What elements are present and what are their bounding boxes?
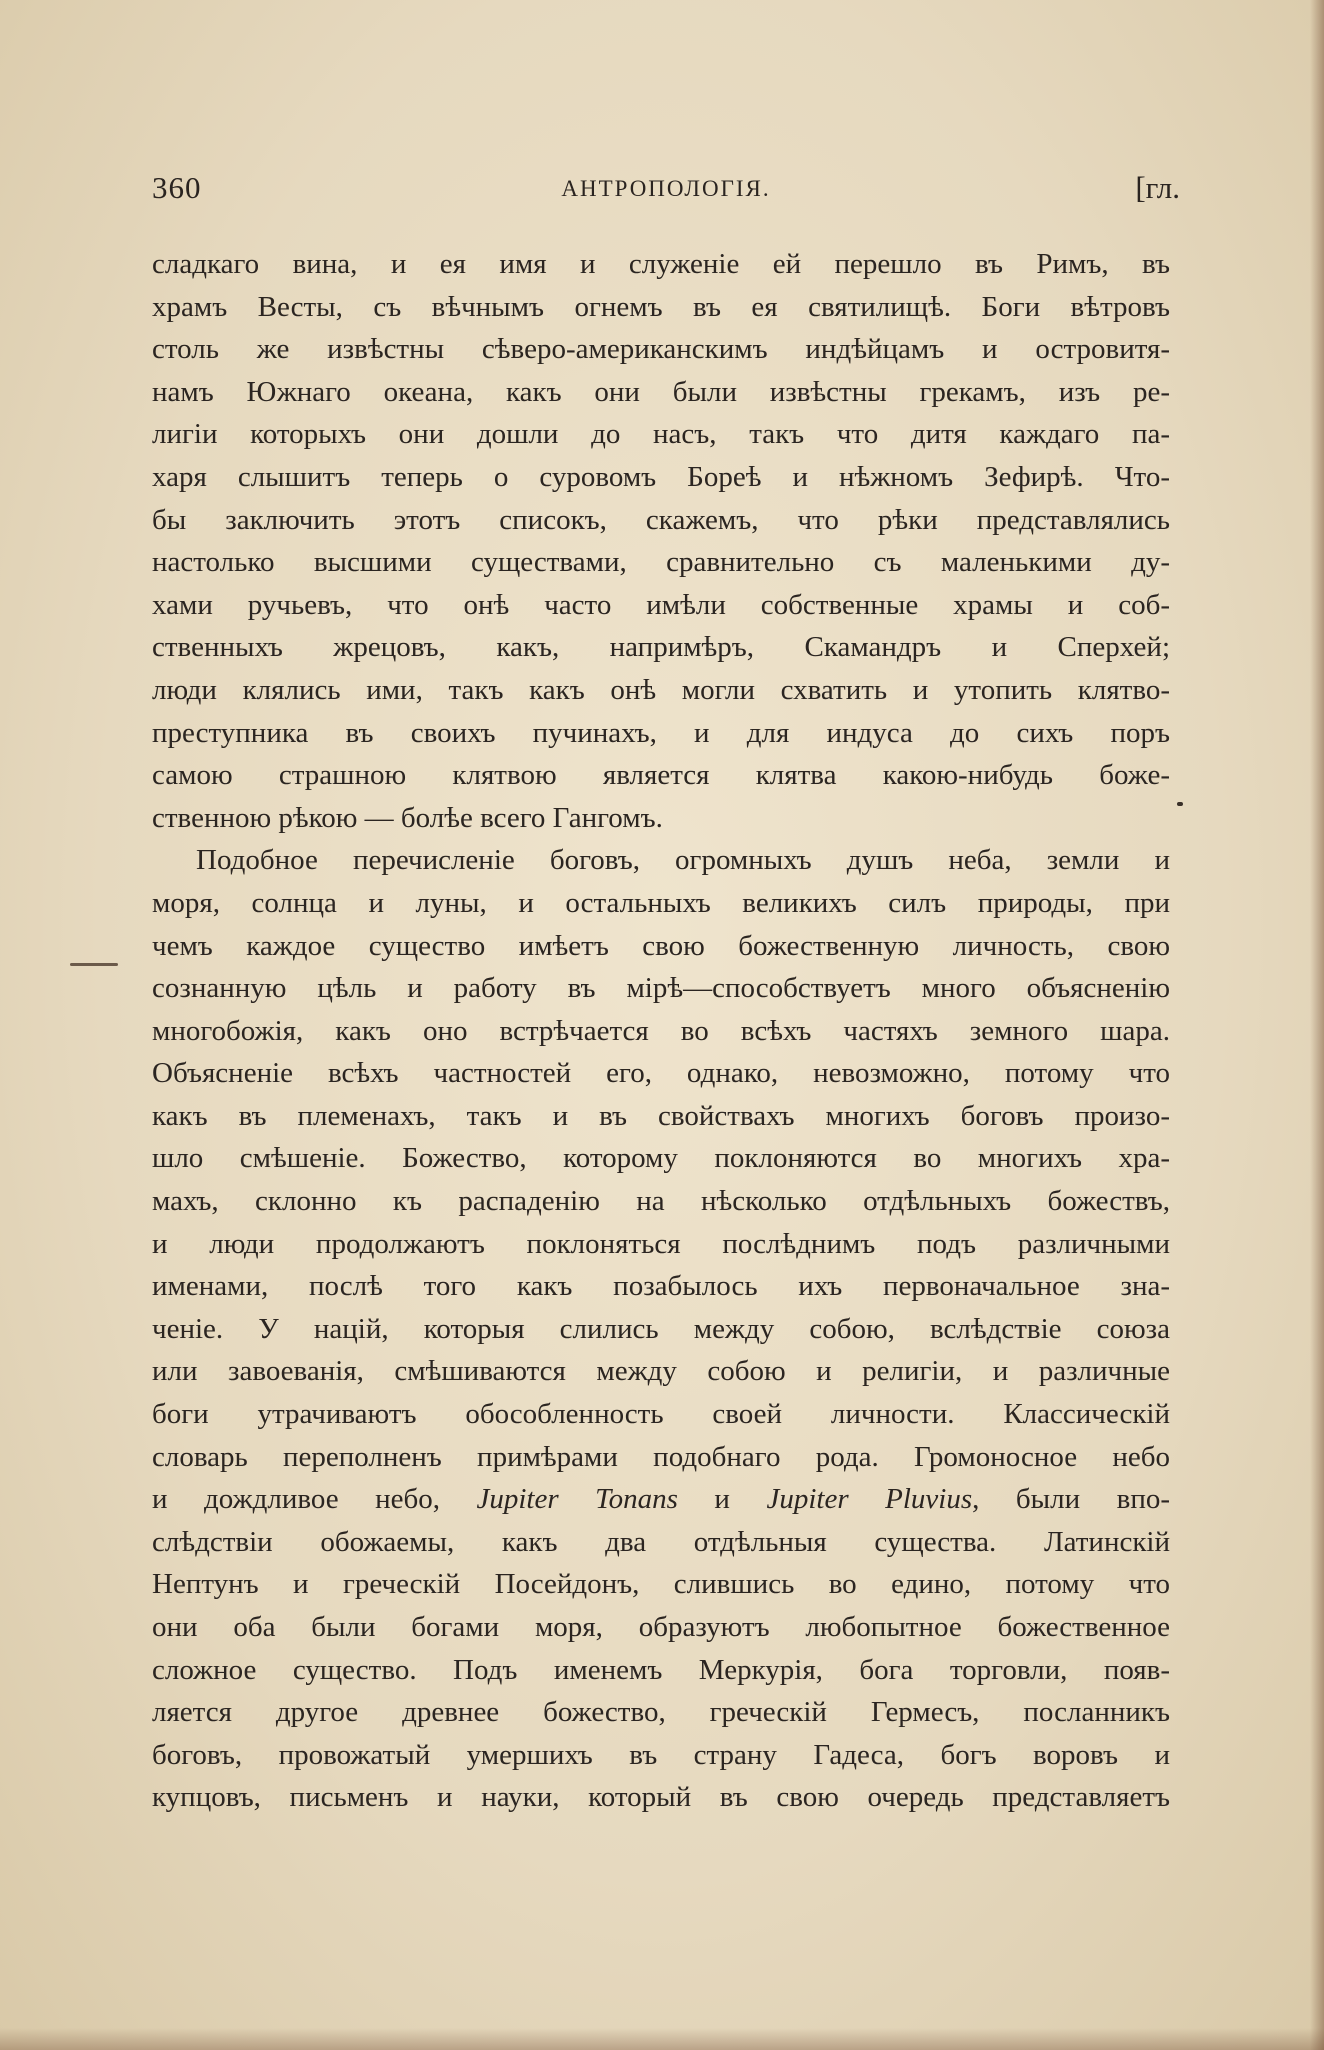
latin-term: Jupiter Tonans xyxy=(476,1483,678,1516)
text-line: столь же извѣстны сѣверо-американскимъ индѣйцамъ и островитя- xyxy=(152,333,1170,366)
text-fragment: и дождливое небо, xyxy=(152,1483,477,1516)
text-line: ственныхъ жрецовъ, какъ, напримѣръ, Скамандръ и Сперхей; xyxy=(152,631,1170,664)
text-line: махъ, склонно къ распаденію на нѣсколько отдѣльныхъ божествъ, xyxy=(152,1185,1170,1218)
text-line: сознанную цѣль и работу въ мірѣ—способствуетъ много объясненію xyxy=(152,972,1170,1005)
text-line: или завоеванія, смѣшиваются между собою и религіи, и различные xyxy=(152,1355,1170,1388)
text-line: словарь переполненъ примѣрами подобнаго рода. Громоносное небо xyxy=(152,1440,1170,1473)
body-text xyxy=(152,243,1170,1819)
text-line: они оба были богами моря, образуютъ любопытное божественное xyxy=(152,1611,1170,1643)
text-line-with-latin xyxy=(152,1478,1170,1521)
text-line: Объясненіе всѣхъ частностей его, однако, невозможно, потому что xyxy=(152,1057,1170,1090)
text-line: намъ Южнаго океана, какъ они были извѣстны грекамъ, изъ ре- xyxy=(152,375,1170,408)
text-line: преступника въ своихъ пучинахъ, и для индуса до сихъ поръ xyxy=(152,716,1170,749)
text-line: хами ручьевъ, что онѣ часто имѣли собственные храмы и соб- xyxy=(152,588,1170,621)
text-line: и люди продолжаютъ поклоняться послѣднимъ подъ различными xyxy=(152,1227,1170,1260)
text-line: купцовъ, письменъ и науки, который въ свою очередь представляетъ xyxy=(152,1781,1170,1814)
page-number: 360 xyxy=(152,170,202,205)
text-line: шло смѣшеніе. Божество, которому поклоняются во многихъ хра- xyxy=(152,1142,1170,1175)
text-line: настолько высшими существами, сравнительно съ маленькими ду- xyxy=(152,546,1170,579)
paragraph-first-line: Подобное перечисленіе боговъ, огромныхъ душъ неба, земли и xyxy=(196,844,1170,877)
running-head-title: АНТРОПОЛОГІЯ. xyxy=(561,176,771,201)
text-line: именами, послѣ того какъ позабылось ихъ первоначальное зна- xyxy=(152,1270,1170,1303)
text-line: ченіе. У націй, которыя слились между собою, вслѣдствіе союза xyxy=(152,1312,1170,1345)
text-line: сложное существо. Подъ именемъ Меркурія, бога торговли, появ- xyxy=(152,1653,1170,1686)
text-line: храмъ Весты, съ вѣчнымъ огнемъ въ ея святилищѣ. Боги вѣтровъ xyxy=(152,290,1170,323)
text-line: люди клялись ими, такъ какъ онѣ могли схватить и утопить клятво- xyxy=(152,673,1170,706)
text-line: сладкаго вина, и ея имя и служеніе ей перешло въ Римъ, въ xyxy=(152,248,1170,280)
print-speck xyxy=(1177,802,1183,806)
text-line: самою страшною клятвою является клятва какою-нибудь боже- xyxy=(152,759,1170,792)
latin-term: Jupiter Pluvius xyxy=(766,1483,973,1516)
text-line: бы заключить этотъ списокъ, скажемъ, что рѣки представлялись xyxy=(152,503,1170,536)
page-edge-shadow-bottom xyxy=(0,2028,1324,2050)
text-line: какъ въ племенахъ, такъ и въ свойствахъ многихъ боговъ произо- xyxy=(152,1099,1170,1132)
text-line: боги утрачиваютъ обособленность своей личности. Классическій xyxy=(152,1398,1170,1431)
text-line: лигіи которыхъ они дошли до насъ, такъ что дитя каждаго па- xyxy=(152,418,1170,451)
text-fragment: , были впо- xyxy=(972,1483,1170,1516)
paragraph-end-line: ственною рѣкою — болѣе всего Гангомъ. xyxy=(152,801,663,834)
running-head xyxy=(152,170,1180,214)
text-line: моря, солнца и луны, и остальныхъ великихъ силъ природы, при xyxy=(152,886,1170,919)
text-line: чемъ каждое существо имѣетъ свою божественную личность, свою xyxy=(152,929,1170,962)
chapter-mark: [гл. xyxy=(1135,170,1180,205)
text-line: многобожія, какъ оно встрѣчается во всѣхъ частяхъ земного шара. xyxy=(152,1014,1170,1047)
text-line: слѣдствіи обожаемы, какъ два отдѣльныя существа. Латинскій xyxy=(152,1525,1170,1558)
print-speck xyxy=(70,963,118,966)
text-line: боговъ, провожатый умершихъ въ страну Гадеса, богъ воровъ и xyxy=(152,1738,1170,1771)
text-line: Нептунъ и греческій Посейдонъ, слившись во едино, потому что xyxy=(152,1568,1170,1601)
text-line: харя слышитъ теперь о суровомъ Бореѣ и нѣжномъ Зефирѣ. Что- xyxy=(152,460,1170,493)
text-fragment: и xyxy=(677,1483,767,1516)
page-edge-shadow-right xyxy=(1310,0,1324,2050)
text-line: ляется другое древнее божество, греческій Гермесъ, посланникъ xyxy=(152,1696,1170,1729)
